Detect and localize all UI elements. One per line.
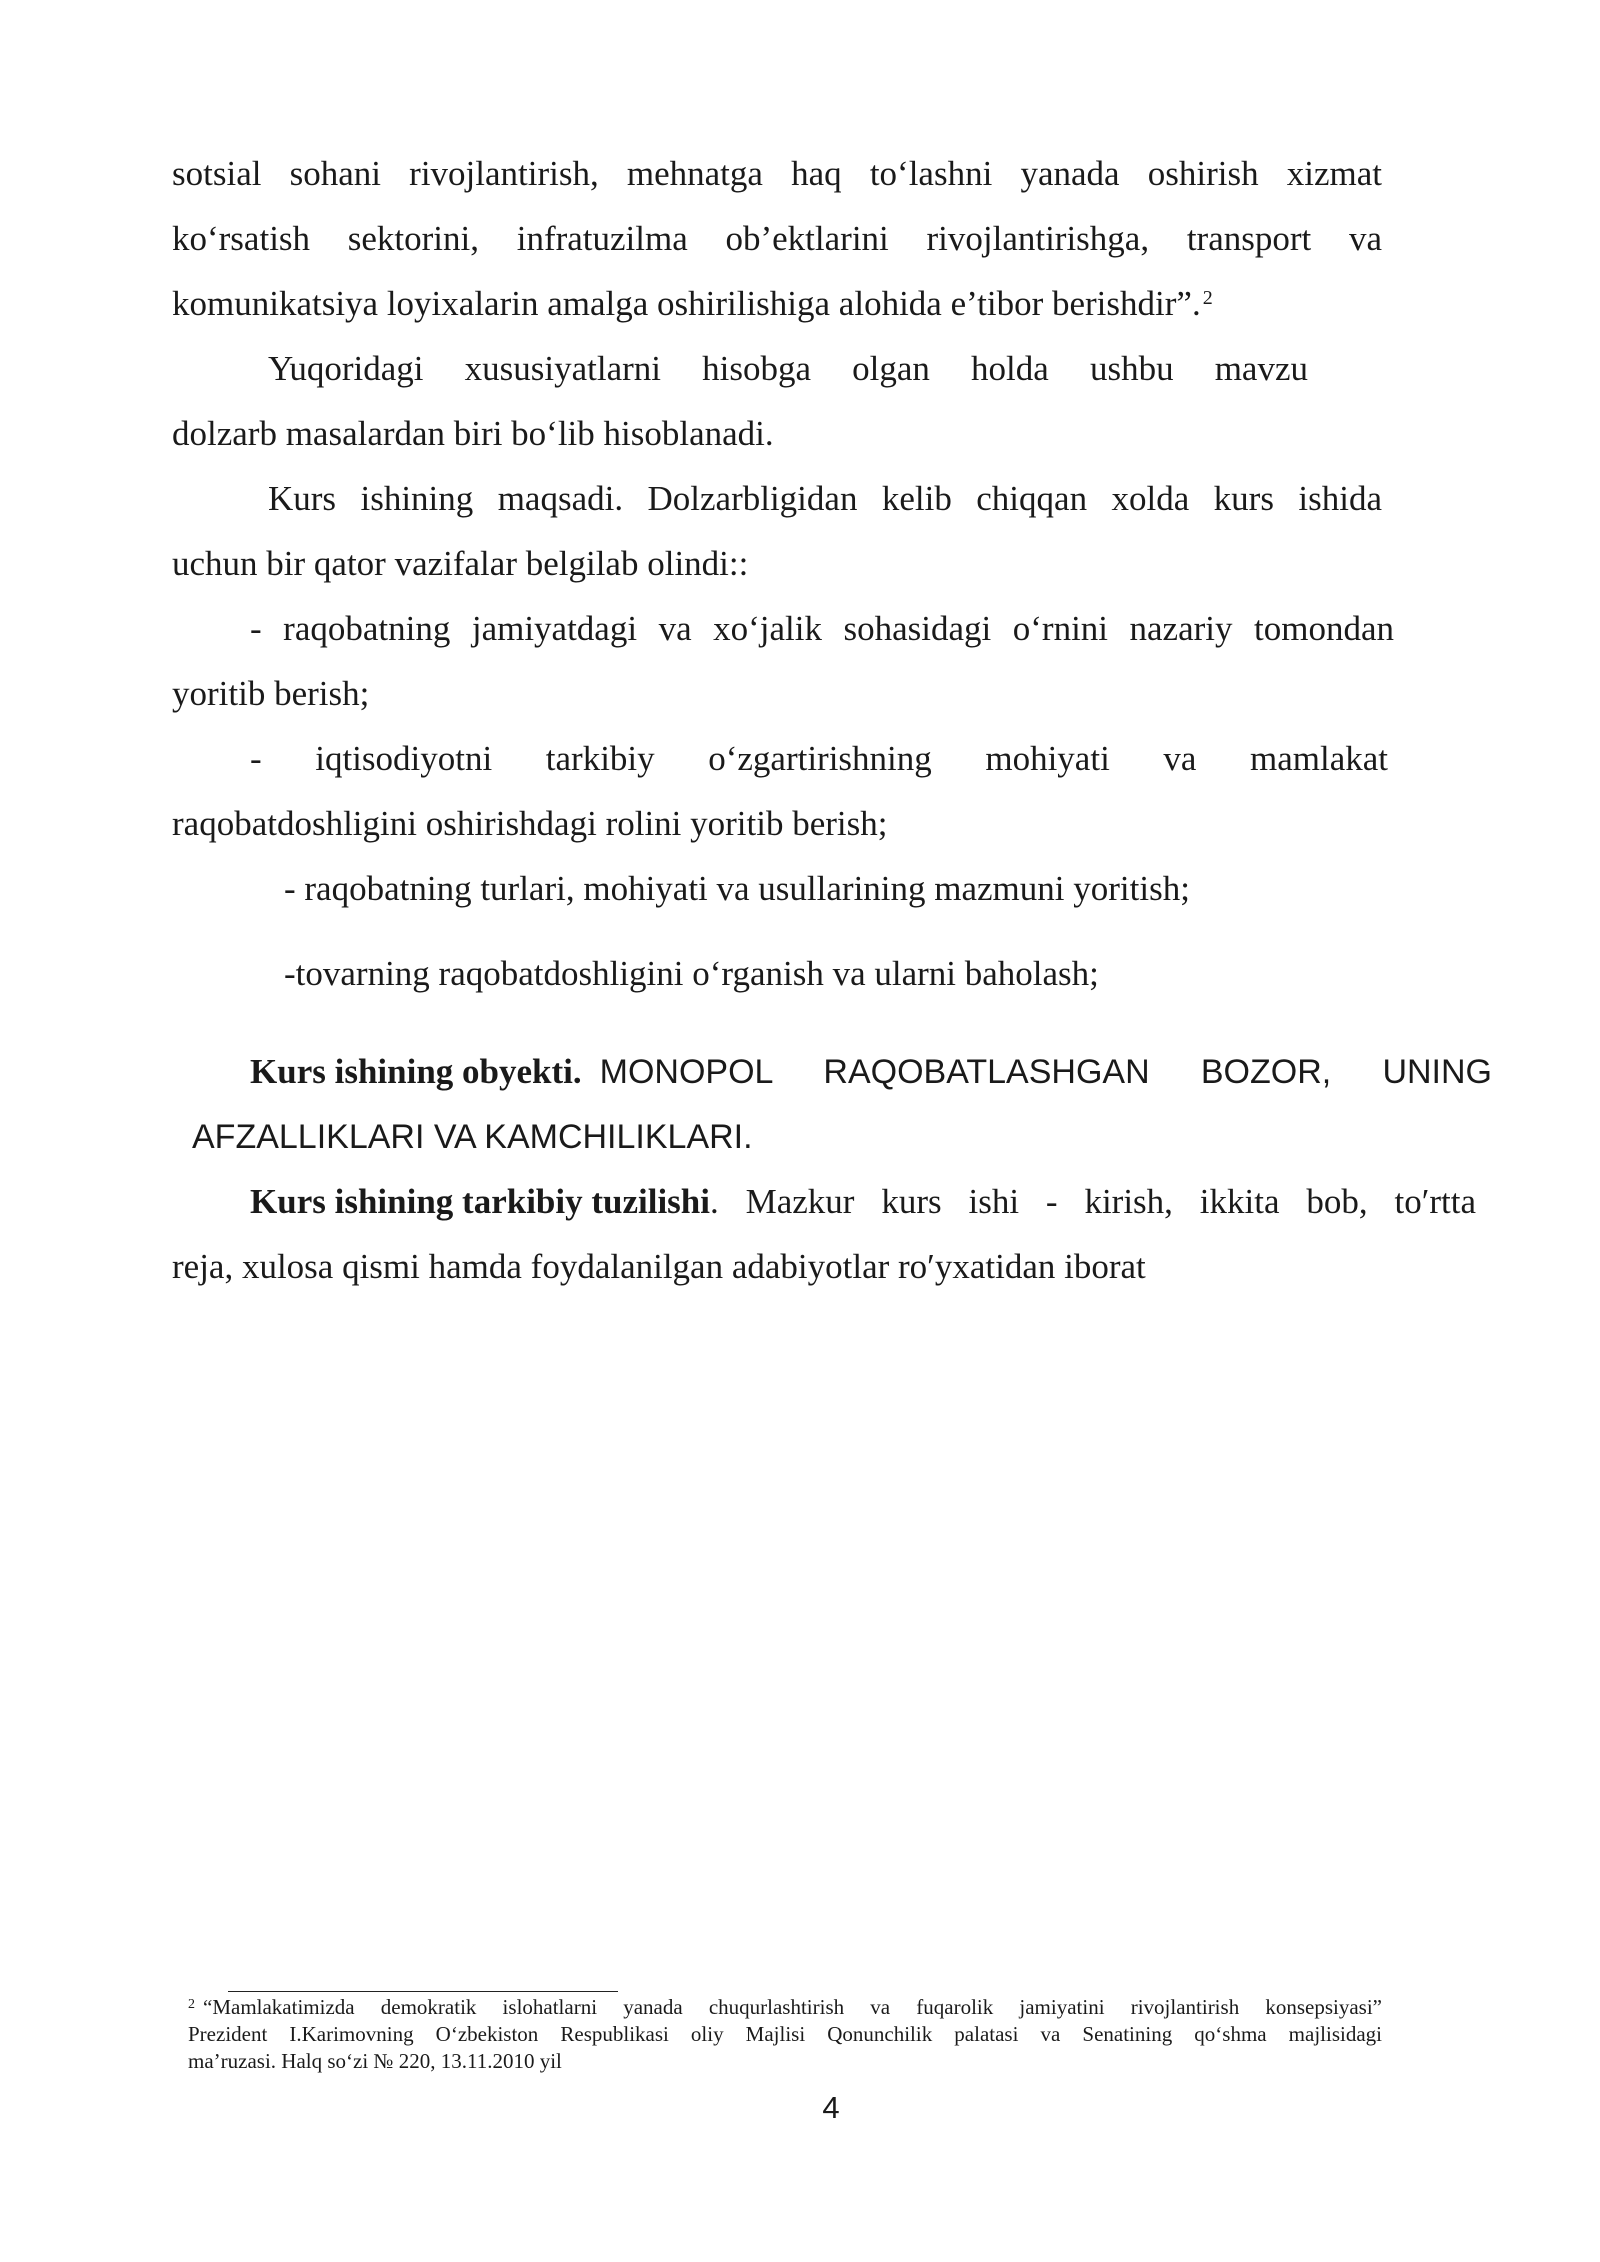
structure-line-1 (250, 1182, 1476, 1222)
task-item-1-line-1: - raqobatning jamiyatdagi va xo‘jalik sohasidagi o‘rnini nazariy tomondan (250, 609, 1394, 648)
object-label: Kurs ishining obyekti. (250, 1052, 582, 1091)
structure-text-line-2: reja, xulosa qismi hamda foydalanilgan adabiyotlar ro′yxatidan iborat (172, 1247, 1146, 1286)
structure-label: Kurs ishining tarkibiy tuzilishi (250, 1182, 710, 1221)
task-item-2-line-1: - iqtisodiyotni tarkibiy o‘zgartirishning mohiyati va mamlakat (250, 739, 1388, 778)
paragraph-2-line-1: Yuqoridagi xususiyatlarni hisobga olgan holda ushbu mavzu (268, 349, 1308, 388)
footnote-line-3: ma’ruzasi. Halq so‘zi № 220, 13.11.2010 yil (188, 2049, 562, 2073)
footnote-text-1: “Mamlakatimizda demokratik islohatlarni yanada chuqurlashtirish va fuqarolik jamiyatini rivojlantirish konsepsiyasi” (203, 1995, 1382, 2019)
object-text-line-1: MONOPOL RAQOBATLASHGAN BOZOR, UNING (599, 1053, 1492, 1091)
task-item-2-line-2: raqobatdoshligini oshirishdagi rolini yoritib berish; (172, 804, 888, 843)
paragraph-2-line-2: dolzarb masalardan biri bo‘lib hisoblanadi. (172, 414, 774, 453)
paragraph-3-line-2: uchun bir qator vazifalar belgilab olindi:: (172, 544, 749, 583)
object-text-line-2: AFZALLIKLARI VA KAMCHILIKLARI. (192, 1118, 753, 1156)
footnote-reference[interactable]: 2 (1202, 287, 1213, 309)
task-item-4: -tovarning raqobatdoshligini o‘rganish va ularni baholash; (284, 954, 1099, 993)
object-line-1 (250, 1052, 1492, 1092)
paragraph-3-line-1: Kurs ishining maqsadi. Dolzarbligidan kelib chiqqan xolda kurs ishida (268, 479, 1382, 518)
footnote-line-2: Prezident I.Karimovning O‘zbekiston Respublikasi oliy Majlisi Qonunchilik palatasi va Senatining qo‘shma majlisidagi (188, 2022, 1382, 2046)
paragraph-1-line-3: komunikatsiya loyixalarin amalga oshirilishiga alohida e’tibor berishdir”. (172, 284, 1201, 323)
task-item-3: - raqobatning turlari, mohiyati va usullarining mazmuni yoritish; (284, 869, 1190, 908)
page-number: 4 (822, 2090, 840, 2125)
paragraph-1-line-3-container (172, 284, 1213, 324)
paragraph-1-line-2: ko‘rsatish sektorini, infratuzilma ob’ektlarini rivojlantirishga, transport va (172, 219, 1382, 258)
structure-text-line-1: . Mazkur kurs ishi - kirish, ikkita bob, to′rtta (710, 1182, 1476, 1221)
footnote (188, 1994, 1382, 2075)
footnote-number: 2 (188, 1997, 195, 2012)
task-item-1-line-2: yoritib berish; (172, 674, 370, 713)
footnote-separator (228, 1991, 618, 1992)
footnote-line-1 (188, 1994, 1382, 2021)
paragraph-1-line-1: sotsial sohani rivojlantirish, mehnatga haq to‘lashni yanada oshirish xizmat (172, 154, 1382, 193)
